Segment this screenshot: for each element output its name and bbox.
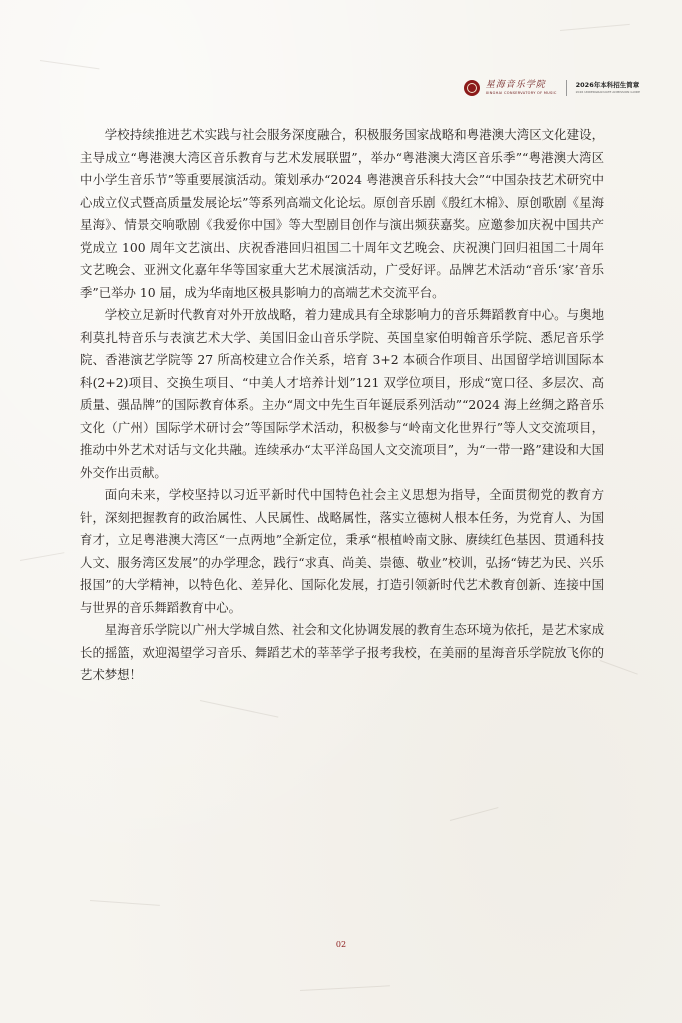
school-logo — [486, 81, 557, 96]
paragraph-welcome: 星海音乐学院以广州大学城自然、社会和文化协调发展的教育生态环境为依托，是艺术家成长的摇篮，欢迎渴望学习音乐、舞蹈艺术的莘莘学子报考我校，在美丽的星海音乐学院放飞你的艺术梦想！ — [80, 622, 604, 682]
school-name-en: XINGHAI CONSERVATORY OF MUSIC — [485, 90, 557, 95]
paragraph-art-practice: 学校持续推进艺术实践与社会服务深度融合，积极服务国家战略和粤港澳大湾区文化建设，主导成立“粤港澳大湾区音乐教育与艺术发展联盟”，举办“粤港澳大湾区音乐季”“粤港澳大湾区中小学生音乐节”等重要展演活动。策划承办“2024 粤港澳音乐科技大会”“中国杂技艺术研究中心成立仪式暨高质量发展论坛”等系列高端文化论坛。原创音乐剧《殷红木棉》、原创歌剧《星海星海》、情景交响歌剧《我爱你中国》等大型剧目创作与演出频获嘉奖。应邀参加庆祝中国共产党成立 100 周年文艺演出、庆祝香港回归祖国二十周年文艺晚会、庆祝澳门回归祖国二十周年文艺晚会、亚洲文化嘉年华等国家重大艺术展演活动，广受好评。品牌艺术活动“音乐‘家’音乐季”已举办 10 届，成为华南地区极具影响力的高端艺术交流平台。 — [80, 127, 604, 300]
body-text — [80, 124, 604, 687]
school-seal-icon — [464, 80, 480, 96]
guide-title-block — [576, 82, 640, 94]
header-divider — [566, 80, 567, 96]
page-header — [464, 80, 640, 96]
school-name-cn: 星海音乐学院 — [485, 79, 546, 90]
paragraph-future: 面向未来，学校坚持以习近平新时代中国特色社会主义思想为指导，全面贯彻党的教育方针，深刻把握教育的政治属性、人民属性、战略属性，落实立德树人根本任务，为党育人、为国育才，立足粤港澳大湾区“一点两地”全新定位，秉承“根植岭南文脉、赓续红色基因、贯通科技人文、服务湾区发展”的办学理念，践行“求真、尚美、崇德、敬业”校训，弘扬“铸艺为民、兴乐报国”的大学精神，以特色化、差异化、国际化发展，打造引领新时代艺术教育创新、连接中国与世界的音乐舞蹈教育中心。 — [80, 487, 604, 615]
page-number: 02 — [335, 940, 347, 949]
guide-subtitle: 2026 UNDERGRADUATE ADMISSION GUIDE — [575, 89, 640, 94]
guide-title: 2026年本科招生简章 — [575, 81, 640, 90]
paragraph-international: 学校立足新时代教育对外开放战略，着力建成具有全球影响力的音乐舞蹈教育中心。与奥地利莫扎特音乐与表演艺术大学、美国旧金山音乐学院、英国皇家伯明翰音乐学院、悉尼音乐学院、香港演艺学院等 27 所高校建立合作关系，培育 3+2 本硕合作项目、出国留学培训国际本科(2+2)项目、交换生项目、“中美人才培养计划”121 双学位项目，形成“宽口径、多层次、高质量、强品牌”的国际教育体系。主办“周文中先生百年诞辰系列活动”“2024 海上丝绸之路音乐文化（广州）国际学术研讨会”等国际学术活动，积极参与“岭南文化世界行”等人文交流项目，推动中外艺术对话与文化共融。连续承办“太平洋岛国人文交流项目”，为“一带一路”建设和大国外交作出贡献。 — [80, 307, 604, 480]
